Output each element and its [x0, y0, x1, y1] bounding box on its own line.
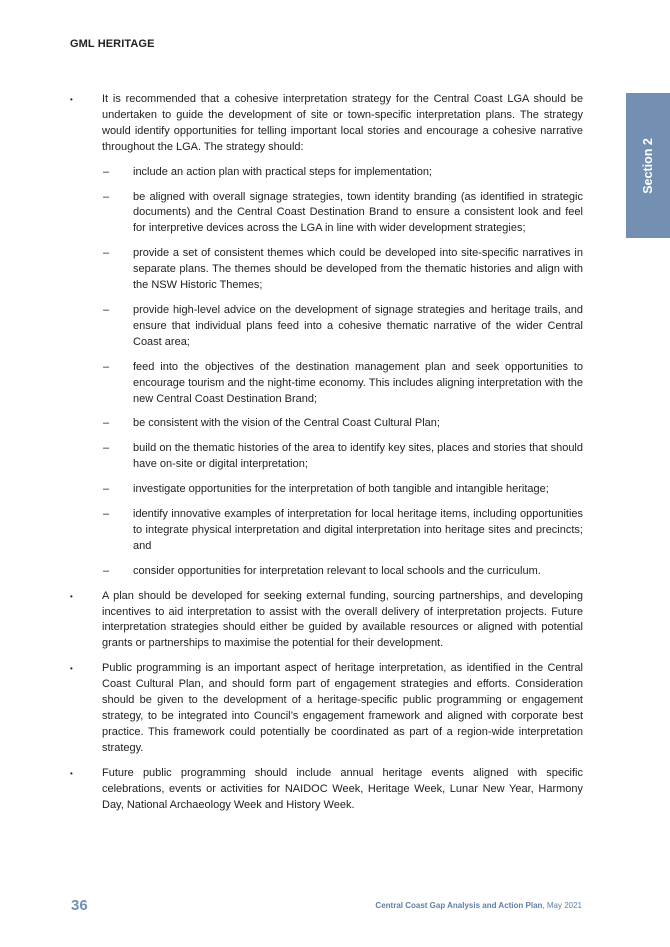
bullet-item — [70, 766, 583, 814]
dash-mark: – — [103, 165, 110, 178]
footer-document-title — [375, 901, 582, 910]
sub-list-item — [70, 190, 583, 238]
bullet-text: Future public programming should include annual heritage events aligned with specific celebrations, events or activities for NAIDOC Week, Heritage Week, Lunar New Year, Harmony Day, National Archaeology Week and History Week. — [102, 766, 583, 811]
sub-item-text: be aligned with overall signage strategies, town identity branding (as identified in strategic documents) and the Central Coast Destination Brand to ensure a consistent look and feel for interpretive devices across the LGA in line with wider development strategies; — [133, 190, 583, 235]
bullet-text: Public programming is an important aspect of heritage interpretation, as identified in the Central Coast Cultural Plan, and should form part of engagement strategies and efforts. Consideration should be given to the development of a heritage-specific public programming or engagement strategy, to be integrated into Council’s engagement framework and aligned with corporate best practice. This framework could potentially be coordinated as part of a region-wide interpretation strategy. — [102, 662, 583, 754]
sub-list-item — [70, 564, 583, 580]
sub-item-text: investigate opportunities for the interpretation of both tangible and intangible heritage; — [133, 483, 549, 496]
sub-list-item — [70, 360, 583, 408]
sub-list-item — [70, 416, 583, 432]
sub-item-text: provide a set of consistent themes which could be developed into site-specific narratives in separate plans. The themes should be developed from the thematic histories and align with the NSW Historic Themes; — [133, 247, 583, 292]
dash-mark: – — [103, 303, 110, 316]
document-header: GML HERITAGE — [70, 38, 155, 50]
sub-item-text: provide high-level advice on the development of signage strategies and heritage trails, and ensure that individual plans feed into a cohesive thematic narrative of the wider Central Coast area; — [133, 303, 583, 348]
section-tab — [626, 93, 670, 238]
sub-list-item — [70, 303, 583, 351]
dash-mark: – — [103, 442, 110, 455]
sub-item-text: include an action plan with practical steps for implementation; — [133, 165, 432, 178]
dash-mark: – — [103, 564, 110, 577]
page-number: 36 — [71, 897, 88, 914]
dash-mark: – — [103, 190, 110, 203]
bullet-text: It is recommended that a cohesive interpretation strategy for the Central Coast LGA should be undertaken to guide the development of site or town-specific interpretation plans. The strategy would identify opportunities for telling important local stories and encourage a cohesive narrative throughout the LGA. The strategy should: — [102, 93, 583, 153]
dash-mark: – — [103, 508, 110, 521]
sub-list-item — [70, 482, 583, 498]
section-tab-label: Section 2 — [641, 137, 655, 194]
bullet-mark: • — [70, 664, 73, 674]
sub-item-text: consider opportunities for interpretation relevant to local schools and the curriculum. — [133, 564, 541, 577]
sub-list-item — [70, 246, 583, 294]
footer-date: , May 2021 — [542, 901, 582, 910]
bullet-mark: • — [70, 591, 73, 601]
bullet-mark: • — [70, 95, 73, 104]
sub-item-text: feed into the objectives of the destination management plan and seek opportunities to encourage tourism and the night-time economy. This includes aligning interpretation with the new Central Coast Destination Brand; — [133, 360, 583, 405]
dash-mark: – — [103, 247, 110, 260]
bullet-text: A plan should be developed for seeking external funding, sourcing partnerships, and developing incentives to aid interpretation to assist with the overall delivery of interpretation projects. Future interpretation strategies should either be guided by available resources or aligned with potential grants or partnerships to maximise the potential for their development. — [102, 589, 583, 650]
footer-title-text: Central Coast Gap Analysis and Action Plan — [375, 901, 543, 910]
sub-list-item — [70, 165, 583, 181]
dash-mark: – — [103, 483, 110, 496]
dash-mark: – — [103, 417, 110, 430]
bullet-item — [70, 589, 583, 653]
sub-item-text: build on the thematic histories of the area to identify key sites, places and stories that should have on-site or digital interpretation; — [133, 442, 583, 471]
body-content — [70, 92, 583, 813]
sub-list-item — [70, 441, 583, 473]
bullet-item — [70, 92, 583, 156]
sub-list-item — [70, 507, 583, 555]
bullet-mark: • — [70, 768, 73, 778]
sub-item-text: identify innovative examples of interpretation for local heritage items, including opportunities to integrate physical interpretation and digital interpretation into heritage sites and precincts; and — [133, 508, 583, 552]
sub-item-text: be consistent with the vision of the Central Coast Cultural Plan; — [133, 417, 440, 430]
dash-mark: – — [103, 360, 110, 373]
bullet-item — [70, 661, 583, 756]
